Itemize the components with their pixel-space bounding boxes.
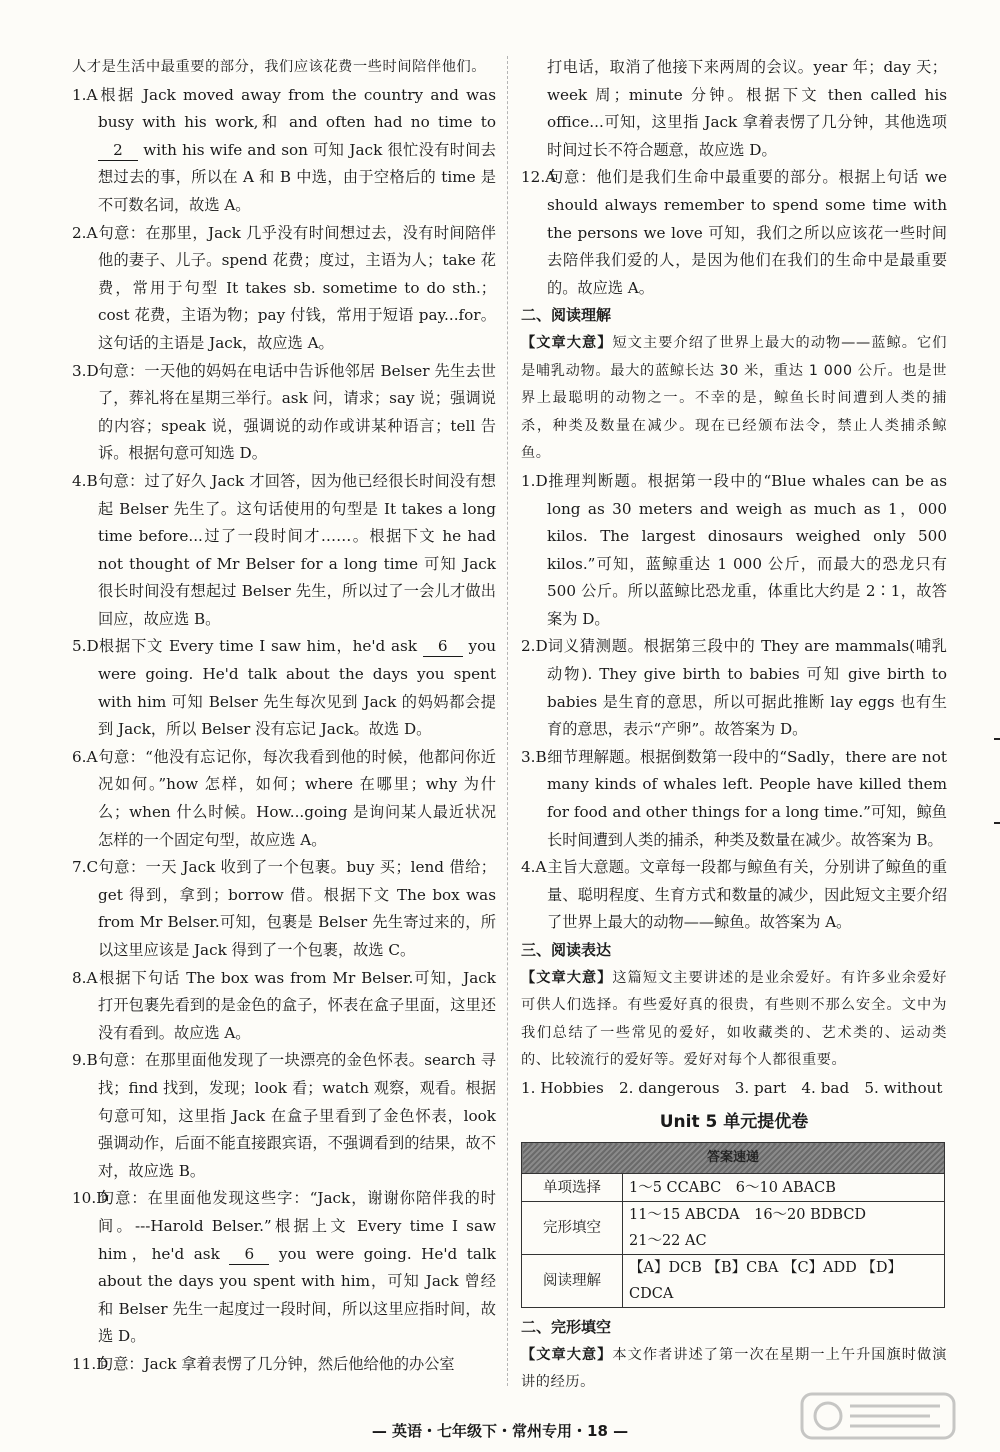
summary-text: 本文作者讲述了第一次在星期一上午升国旗时做演讲的经历。 [521, 1346, 948, 1391]
row-label: 单项选择 [522, 1174, 623, 1202]
answer-item-12 [521, 164, 947, 302]
item-number: 3.D [72, 361, 99, 380]
table-row [522, 1255, 945, 1308]
right-column [521, 54, 947, 1397]
continued-text: 人才是生活中最重要的部分，我们应该花费一些时间陪伴他们。 [72, 59, 487, 75]
item-number: 3.B [521, 747, 547, 766]
answer-item-8 [72, 965, 496, 1048]
item-number: 5.D [72, 637, 99, 656]
item-number: 12.A [521, 168, 557, 187]
reading-item-2 [521, 633, 947, 743]
reading-item-1 [521, 468, 947, 634]
section-heading-reading: 二、阅读理解 [521, 306, 612, 325]
item-number: 1.A [72, 85, 98, 104]
column-divider [507, 56, 508, 1386]
item-text: 句意：一天他的妈妈在电话中告诉他邻居 Belser 先生去世了，葬礼将在星期三举行。ask 问，请求；say 说；强调说的内容；speak 说，强调说的动作或讲某种语言；tell 告诉。根据句意可知选 D。 [98, 361, 496, 463]
item-number: 4.B [72, 471, 98, 490]
row-value [623, 1202, 945, 1255]
item-text: 推理判断题。根据第一段中的“Blue whales can be as long as 30 meters and weigh as much as 1，000 kilos. The largest dinosaurs weighed only 500 kilos.”可知，蓝鲸重达 1 000 公斤，而最大的恐龙只有 500 公斤。所以蓝鲸比恐龙重，体重比大约是 2∶1，故答案为 D。 [547, 471, 947, 628]
answer-item-4 [72, 468, 496, 634]
item-text: 句意：“他没有忘记你，每次我看到他的时候，他都问你近况如何。”how 怎样，如何；where 在哪里；why 为什么；when 什么时候。How...going 是询问某人最近状况怎样的一个固定句型，故应选 A。 [98, 747, 496, 849]
row-value-line-1: 11～15 ABCDA 16～20 BDBCD [629, 1207, 867, 1224]
answer-item-5 [72, 633, 496, 743]
item-number: 2.A [72, 223, 98, 242]
summary-tag: 【文章大意】 [521, 1346, 613, 1363]
edge-mark [994, 738, 1000, 740]
item-text-2: with his wife and son 可知 Jack 很忙没有时间去想过去的事，所以在 A 和 B 中选，由于空格后的 time 是不可数名词，故选 A。 [98, 140, 496, 214]
answer-item-3 [72, 358, 496, 468]
blank-mark: 6 [423, 636, 463, 657]
item-text: 词义猜测题。根据第三段中的 They are mammals(哺乳动物). They give birth to babies 可知 give birth to babies 是生育的意思，所以可据此推断 lay eggs 也有生育的意思，表示“产卵”。故答案为 D。 [547, 637, 947, 739]
row-label: 阅读理解 [522, 1255, 623, 1308]
answer-table-header: 答案速递 [522, 1143, 945, 1174]
item-text-2: you were going. He'd talk about the days you spent with him，可知 Jack 曾经和 Belser 先生一起度过一段时间，所以这里应指时间，故选 D。 [98, 1244, 497, 1346]
item-text: 主旨大意题。文章每一段都与鲸鱼有关，分别讲了鲸鱼的重量、聪明程度、生育方式和数量的减少，因此短文主要介绍了世界上最大的动物——鲸鱼。故答案为 A。 [547, 858, 947, 932]
item-text-2: you were going. He'd talk about the days you spent with him 可知 Belser 先生每次见到 Jack 的妈妈都会提到 Jack，所以 Belser 没有忘记 Jack。故选 D。 [98, 637, 497, 739]
answer-table [521, 1142, 945, 1308]
article-summary [521, 330, 947, 468]
item-text: 根据下句话 The box was from Mr Belser.可知，Jack 打开包裹先看到的是金色的盒子，怀表在盒子里面，这里还没有看到。故应选 A。 [98, 968, 496, 1042]
item-text: 句意：在那里面他发现了一块漂亮的金色怀表。search 寻找；find 找到，发现；look 看；watch 观察，观看。根据句意可知，这里指 Jack 在盒子里看到了金色怀表，look 强调动作，后面不能直接跟宾语，不强调看到的结果，故不对，故应选 B。 [98, 1051, 496, 1180]
answer-item-1 [72, 82, 496, 220]
item-number: 4.A [521, 858, 547, 877]
item-number: 9.B [72, 1051, 98, 1070]
watermark-logo [798, 1390, 958, 1442]
summary-text: 这篇短文主要讲述的是业余爱好。有许多业余爱好可供人们选择。有些爱好真的很贵，有些则不那么安全。文中为我们总结了一些常见的爱好，如收藏类的、艺术类的、运动类的、比较流行的爱好等。爱好对每个人都很重要。 [521, 969, 948, 1069]
article-summary [521, 1342, 947, 1397]
continued-text: 打电话，取消了他接下来两周的会议。year 年；day 天；week 周；minute 分钟。根据下文 then called his office...可知，这里指 Jack 拿着表愣了几分钟，其他选项时间过长不符合题意，故应选 D。 [547, 58, 947, 159]
item-text: 句意：他们是我们生命中最重要的部分。根据上句话 we should always remember to spend some time with the persons we love 可知，我们之所以应该花一些时间去陪伴我们爱的人，是因为他们在我们的生命中是最重要的。故应选 A。 [547, 168, 947, 297]
item-text: 句意：过了好久 Jack 才回答，因为他已经很长时间没有想起 Belser 先生了。这句话使用的句型是 It takes a long time before...过了一段时间才……。根据下文 he had not thought of Mr Belser for a long time 可知 Jack 很长时间没有想起过 Belser 先生，所以过了一会儿才做出回应，故应选 B。 [98, 471, 496, 628]
reading-item-3 [521, 744, 947, 854]
item-number: 10.D [72, 1189, 109, 1208]
row-value: 【A】DCB 【B】CBA 【C】ADD 【D】CDCA [623, 1255, 945, 1308]
answer-item-2 [72, 220, 496, 358]
page-footer: — 英语・七年级下・常州专用・18 — [371, 1422, 629, 1440]
left-column [72, 54, 496, 1379]
expression-answers: 1. Hobbies 2. dangerous 3. part 4. bad 5. without [521, 1078, 943, 1097]
section-heading-cloze: 二、完形填空 [521, 1318, 612, 1337]
blank-mark: 6 [229, 1244, 269, 1265]
answer-item-10 [72, 1185, 496, 1351]
item-text: 细节理解题。根据倒数第一段中的“Sadly，there are not many kinds of whales left. People have killed them for food and other things for a long time.”可知，鲸鱼长时间遭到人类的捕杀，种类及数量在减少。故答案为 B。 [547, 747, 947, 849]
item-number: 2.D [521, 637, 548, 656]
item-number: 1.D [521, 471, 548, 490]
item-text: 句意：一天 Jack 收到了一个包裹。buy 买；lend 借给；get 得到，拿到；borrow 借。根据下文 The box was from Mr Belser.可知，包裹是 Belser 先生寄过来的，所以这里应该是 Jack 得到了一个包裹，故选 C。 [98, 858, 496, 959]
row-value: 1～5 CCABC 6～10 ABACB [623, 1174, 945, 1202]
unit-title: Unit 5 单元提优卷 [659, 1111, 809, 1132]
summary-text: 短文主要介绍了世界上最大的动物——蓝鲸。它们是哺乳动物。最大的蓝鲸长达 30 米，重达 1 000 公斤。也是世界上最聪明的动物之一。不幸的是，鲸鱼长时间遭到人类的捕杀，种类及数量在减少。现在已经颁布法令，禁止人类捕杀鲸鱼。 [521, 334, 947, 462]
item-text: 根据下文 Every time I saw him，he'd ask [98, 637, 418, 656]
table-row [522, 1202, 945, 1255]
item-text: 句意：Jack 拿着表愣了几分钟，然后他给他的办公室 [98, 1354, 455, 1373]
reading-item-4 [521, 854, 947, 937]
section-heading-expression: 三、阅读表达 [521, 941, 612, 959]
article-summary [521, 965, 947, 1075]
answer-item-6 [72, 744, 496, 854]
item-text: 根据 Jack moved away from the country and was busy with his work,和 and often had no time to [98, 85, 496, 132]
row-label: 完形填空 [522, 1202, 623, 1255]
item-text: 句意：在那里，Jack 几乎没有时间想过去，没有时间陪伴他的妻子、儿子。spend 花费；度过，主语为人；take 花费，常用于句型 It takes sb. sometime to do sth.；cost 花费，主语为物；pay 付钱，常用于短语 pay...for。这句话的主语是 Jack，故应选 A。 [98, 223, 496, 352]
item-number: 6.A [72, 747, 98, 766]
blank-mark: 2 [98, 140, 138, 161]
answer-item-7 [72, 854, 496, 964]
item-number: 7.C [72, 858, 99, 877]
answer-item-9 [72, 1047, 496, 1185]
row-value-line-2: 21～22 AC [629, 1233, 707, 1250]
summary-tag: 【文章大意】 [521, 969, 613, 986]
item-number: 8.A [72, 968, 98, 987]
item-number: 11.D [72, 1354, 109, 1373]
edge-mark [994, 822, 1000, 824]
answer-item-11 [72, 1351, 496, 1379]
table-row [522, 1174, 945, 1202]
item-text: 句意：在里面他发现这些字：“Jack，谢谢你陪伴我的时间。---Harold Belser.”根据上文 Every time I saw him，he'd ask [98, 1189, 496, 1263]
summary-tag: 【文章大意】 [521, 334, 613, 351]
